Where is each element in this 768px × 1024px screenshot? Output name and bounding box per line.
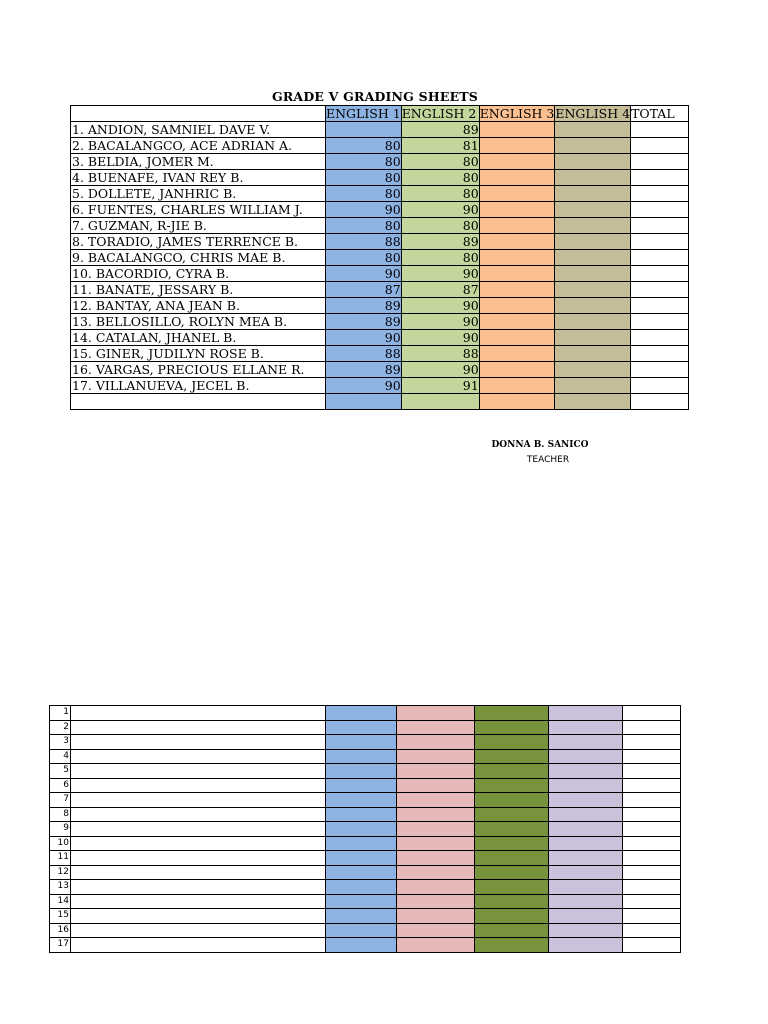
row-number-cell: 4 <box>50 749 71 764</box>
english-4-cell[interactable] <box>555 234 631 250</box>
blank-cell[interactable] <box>326 836 397 851</box>
blank-cell[interactable] <box>475 807 549 822</box>
empty-cell[interactable] <box>555 394 631 410</box>
english-3-cell[interactable] <box>479 378 555 394</box>
table-row <box>71 122 689 138</box>
english-4-cell[interactable] <box>555 330 631 346</box>
english-4-cell[interactable] <box>555 138 631 154</box>
student-name-cell[interactable]: 7. GUZMAN, R-JIE B. <box>71 218 326 234</box>
blank-cell[interactable] <box>397 909 475 924</box>
table-row <box>71 298 689 314</box>
english-4-cell[interactable] <box>555 314 631 330</box>
blank-cell[interactable] <box>623 778 681 793</box>
english-4-cell[interactable] <box>555 298 631 314</box>
table-row <box>71 330 689 346</box>
row-number-cell: 10 <box>50 836 71 851</box>
row-number-cell: 3 <box>50 735 71 750</box>
row-number-cell: 15 <box>50 909 71 924</box>
blank-cell[interactable] <box>71 880 326 895</box>
blank-cell[interactable] <box>623 851 681 866</box>
blank-cell[interactable] <box>475 822 549 837</box>
english-4-cell[interactable] <box>555 346 631 362</box>
blank-row <box>50 793 681 808</box>
blank-row <box>50 880 681 895</box>
total-cell[interactable] <box>631 170 689 186</box>
table-row <box>71 218 689 234</box>
english-2-cell[interactable]: 87 <box>401 282 479 298</box>
blank-cell[interactable] <box>623 706 681 721</box>
english-1-cell[interactable]: 90 <box>326 330 402 346</box>
student-name-cell[interactable]: 4. BUENAFE, IVAN REY B. <box>71 170 326 186</box>
table-row <box>71 314 689 330</box>
total-cell[interactable] <box>631 298 689 314</box>
english-2-cell[interactable]: 81 <box>401 138 479 154</box>
blank-row <box>50 764 681 779</box>
english-1-cell[interactable]: 80 <box>326 170 402 186</box>
blank-cell[interactable] <box>397 894 475 909</box>
blank-cell[interactable] <box>549 735 623 750</box>
blank-cell[interactable] <box>71 793 326 808</box>
total-cell[interactable] <box>631 378 689 394</box>
blank-cell[interactable] <box>475 865 549 880</box>
table-row <box>71 362 689 378</box>
blank-cell[interactable] <box>397 793 475 808</box>
blank-cell[interactable] <box>326 735 397 750</box>
blank-cell[interactable] <box>549 764 623 779</box>
english-2-cell[interactable]: 90 <box>401 362 479 378</box>
total-cell[interactable] <box>631 154 689 170</box>
blank-cell[interactable] <box>326 793 397 808</box>
blank-row <box>50 778 681 793</box>
empty-row <box>71 394 689 410</box>
blank-cell[interactable] <box>71 749 326 764</box>
blank-cell[interactable] <box>475 764 549 779</box>
blank-cell[interactable] <box>475 706 549 721</box>
blank-cell[interactable] <box>475 749 549 764</box>
english-3-cell[interactable] <box>479 122 555 138</box>
blank-cell[interactable] <box>326 807 397 822</box>
english-1-cell[interactable]: 80 <box>326 218 402 234</box>
table-row <box>71 346 689 362</box>
english-3-cell[interactable] <box>479 250 555 266</box>
english-4-cell[interactable] <box>555 250 631 266</box>
student-name-cell[interactable]: 14. CATALAN, JHANEL B. <box>71 330 326 346</box>
blank-row <box>50 807 681 822</box>
english-4-cell[interactable] <box>555 122 631 138</box>
student-name-cell[interactable]: 12. BANTAY, ANA JEAN B. <box>71 298 326 314</box>
total-cell[interactable] <box>631 362 689 378</box>
sheet-title: GRADE V GRADING SHEETS <box>271 89 479 104</box>
english-1-cell[interactable]: 90 <box>326 266 402 282</box>
english-2-cell[interactable]: 90 <box>401 266 479 282</box>
header-english-3[interactable]: ENGLISH 3 <box>479 106 555 121</box>
english-2-cell[interactable]: 80 <box>401 170 479 186</box>
blank-cell[interactable] <box>475 923 549 938</box>
blank-cell[interactable] <box>623 807 681 822</box>
english-1-cell[interactable]: 80 <box>326 138 402 154</box>
english-1-cell[interactable]: 87 <box>326 282 402 298</box>
table-row <box>71 202 689 218</box>
blank-cell[interactable] <box>326 778 397 793</box>
total-cell[interactable] <box>631 282 689 298</box>
english-1-cell[interactable]: 80 <box>326 186 402 202</box>
english-3-cell[interactable] <box>479 298 555 314</box>
blank-cell[interactable] <box>623 880 681 895</box>
blank-cell[interactable] <box>71 909 326 924</box>
english-2-cell[interactable]: 89 <box>401 234 479 250</box>
english-3-cell[interactable] <box>479 362 555 378</box>
english-3-cell[interactable] <box>479 234 555 250</box>
blank-cell[interactable] <box>475 938 549 953</box>
english-3-cell[interactable] <box>479 314 555 330</box>
table-row <box>71 154 689 170</box>
blank-cell[interactable] <box>71 778 326 793</box>
english-4-cell[interactable] <box>555 218 631 234</box>
blank-row <box>50 865 681 880</box>
blank-cell[interactable] <box>623 793 681 808</box>
english-1-cell[interactable]: 89 <box>326 314 402 330</box>
blank-cell[interactable] <box>326 764 397 779</box>
blank-cell[interactable] <box>71 735 326 750</box>
blank-cell[interactable] <box>549 793 623 808</box>
table-row <box>71 186 689 202</box>
student-name-cell[interactable]: 5. DOLLETE, JANHRIC B. <box>71 186 326 202</box>
blank-cell[interactable] <box>397 764 475 779</box>
blank-cell[interactable] <box>326 822 397 837</box>
english-4-cell[interactable] <box>555 282 631 298</box>
english-4-cell[interactable] <box>555 266 631 282</box>
total-cell[interactable] <box>631 250 689 266</box>
blank-cell[interactable] <box>623 822 681 837</box>
blank-cell[interactable] <box>475 793 549 808</box>
blank-cell[interactable] <box>71 807 326 822</box>
english-1-cell[interactable]: 90 <box>326 202 402 218</box>
header-row <box>71 106 689 122</box>
blank-row <box>50 749 681 764</box>
blank-row <box>50 923 681 938</box>
blank-cell[interactable] <box>623 764 681 779</box>
total-cell[interactable] <box>631 346 689 362</box>
blank-cell[interactable] <box>549 894 623 909</box>
english-2-cell[interactable]: 90 <box>401 202 479 218</box>
blank-cell[interactable] <box>475 778 549 793</box>
row-number-cell: 8 <box>50 807 71 822</box>
blank-cell[interactable] <box>549 807 623 822</box>
table-row <box>71 138 689 154</box>
row-number-cell: 12 <box>50 865 71 880</box>
blank-cell[interactable] <box>549 836 623 851</box>
blank-cell[interactable] <box>71 764 326 779</box>
english-3-cell[interactable] <box>479 186 555 202</box>
row-number-cell: 7 <box>50 793 71 808</box>
student-name-cell[interactable]: 3. BELDIA, JOMER M. <box>71 154 326 170</box>
student-name-cell[interactable]: 17. VILLANUEVA, JECEL B. <box>71 378 326 394</box>
english-3-cell[interactable] <box>479 266 555 282</box>
blank-cell[interactable] <box>326 938 397 953</box>
blank-cell[interactable] <box>326 706 397 721</box>
blank-cell[interactable] <box>475 851 549 866</box>
blank-cell[interactable] <box>326 880 397 895</box>
blank-cell[interactable] <box>623 735 681 750</box>
teacher-role: TEACHER <box>526 455 570 465</box>
blank-row <box>50 938 681 953</box>
english-3-cell[interactable] <box>479 330 555 346</box>
blank-cell[interactable] <box>397 865 475 880</box>
blank-grading-table <box>49 705 681 953</box>
row-number-cell: 6 <box>50 778 71 793</box>
student-name-cell[interactable]: 15. GINER, JUDILYN ROSE B. <box>71 346 326 362</box>
english-4-cell[interactable] <box>555 154 631 170</box>
blank-cell[interactable] <box>549 778 623 793</box>
empty-cell[interactable] <box>71 394 326 410</box>
english-2-cell[interactable]: 80 <box>401 250 479 266</box>
blank-cell[interactable] <box>71 706 326 721</box>
header-english-1[interactable]: ENGLISH 1 <box>326 106 401 121</box>
total-cell[interactable] <box>631 314 689 330</box>
blank-cell[interactable] <box>549 938 623 953</box>
table-row <box>71 282 689 298</box>
blank-cell[interactable] <box>326 923 397 938</box>
blank-cell[interactable] <box>326 894 397 909</box>
total-cell[interactable] <box>631 186 689 202</box>
english-2-cell[interactable]: 80 <box>401 154 479 170</box>
blank-row <box>50 851 681 866</box>
student-name-cell[interactable]: 10. BACORDIO, CYRA B. <box>71 266 326 282</box>
grading-table <box>70 105 689 410</box>
blank-cell[interactable] <box>623 938 681 953</box>
teacher-name: DONNA B. SANICO <box>491 440 589 450</box>
english-3-cell[interactable] <box>479 346 555 362</box>
english-1-cell[interactable]: 89 <box>326 298 402 314</box>
blank-cell[interactable] <box>475 909 549 924</box>
blank-cell[interactable] <box>549 720 623 735</box>
blank-cell[interactable] <box>71 836 326 851</box>
blank-cell[interactable] <box>549 749 623 764</box>
english-4-cell[interactable] <box>555 378 631 394</box>
total-cell[interactable] <box>631 122 689 138</box>
total-cell[interactable] <box>631 202 689 218</box>
blank-cell[interactable] <box>71 720 326 735</box>
student-name-cell[interactable]: 11. BANATE, JESSARY B. <box>71 282 326 298</box>
student-name-cell[interactable]: 13. BELLOSILLO, ROLYN MEA B. <box>71 314 326 330</box>
empty-cell[interactable] <box>631 394 689 410</box>
header-name-cell[interactable] <box>71 106 326 122</box>
english-1-cell[interactable]: 80 <box>326 154 402 170</box>
student-name-cell[interactable]: 2. BACALANGCO, ACE ADRIAN A. <box>71 138 326 154</box>
english-2-cell[interactable]: 89 <box>401 122 479 138</box>
student-name-cell[interactable]: 8. TORADIO, JAMES TERRENCE B. <box>71 234 326 250</box>
blank-row <box>50 822 681 837</box>
total-cell[interactable] <box>631 138 689 154</box>
blank-row <box>50 720 681 735</box>
blank-cell[interactable] <box>549 706 623 721</box>
blank-cell[interactable] <box>475 720 549 735</box>
row-number-cell: 1 <box>50 706 71 721</box>
blank-row <box>50 706 681 721</box>
header-english-4[interactable]: ENGLISH 4 <box>555 106 631 121</box>
blank-cell[interactable] <box>475 735 549 750</box>
row-number-cell: 2 <box>50 720 71 735</box>
row-number-cell: 14 <box>50 894 71 909</box>
blank-cell[interactable] <box>397 735 475 750</box>
blank-cell[interactable] <box>397 749 475 764</box>
empty-cell[interactable] <box>401 394 479 410</box>
student-name-cell[interactable]: 1. ANDION, SAMNIEL DAVE V. <box>71 122 326 138</box>
blank-cell[interactable] <box>623 909 681 924</box>
blank-row <box>50 735 681 750</box>
english-4-cell[interactable] <box>555 202 631 218</box>
english-3-cell[interactable] <box>479 218 555 234</box>
row-number-cell: 11 <box>50 851 71 866</box>
english-1-cell[interactable]: 90 <box>326 378 402 394</box>
blank-cell[interactable] <box>623 749 681 764</box>
blank-cell[interactable] <box>475 894 549 909</box>
empty-cell[interactable] <box>326 394 402 410</box>
english-1-cell[interactable]: 89 <box>326 362 402 378</box>
table-row <box>71 266 689 282</box>
blank-cell[interactable] <box>397 778 475 793</box>
blank-cell[interactable] <box>71 938 326 953</box>
english-1-cell[interactable]: 88 <box>326 346 402 362</box>
blank-cell[interactable] <box>623 923 681 938</box>
table-row <box>71 250 689 266</box>
blank-cell[interactable] <box>549 923 623 938</box>
english-3-cell[interactable] <box>479 202 555 218</box>
row-number-cell: 13 <box>50 880 71 895</box>
table-row <box>71 378 689 394</box>
blank-cell[interactable] <box>71 865 326 880</box>
empty-cell[interactable] <box>479 394 555 410</box>
blank-cell[interactable] <box>397 822 475 837</box>
blank-cell[interactable] <box>397 923 475 938</box>
header-english-2[interactable]: ENGLISH 2 <box>401 106 479 122</box>
blank-cell[interactable] <box>475 836 549 851</box>
blank-cell[interactable] <box>623 865 681 880</box>
student-name-cell[interactable]: 16. VARGAS, PRECIOUS ELLANE R. <box>71 362 326 378</box>
blank-cell[interactable] <box>326 909 397 924</box>
english-3-cell[interactable] <box>479 154 555 170</box>
blank-cell[interactable] <box>549 880 623 895</box>
blank-row <box>50 836 681 851</box>
student-name-cell[interactable]: 6. FUENTES, CHARLES WILLIAM J. <box>71 202 326 218</box>
blank-cell[interactable] <box>397 706 475 721</box>
blank-cell[interactable] <box>397 807 475 822</box>
header-total[interactable]: TOTAL <box>631 106 689 122</box>
blank-cell[interactable] <box>397 720 475 735</box>
total-cell[interactable] <box>631 266 689 282</box>
blank-cell[interactable] <box>475 880 549 895</box>
student-name-cell[interactable]: 9. BACALANGCO, CHRIS MAE B. <box>71 250 326 266</box>
blank-cell[interactable] <box>71 822 326 837</box>
english-2-cell[interactable]: 91 <box>401 378 479 394</box>
row-number-cell: 16 <box>50 923 71 938</box>
blank-cell[interactable] <box>549 851 623 866</box>
english-1-cell[interactable] <box>326 122 402 138</box>
blank-cell[interactable] <box>623 836 681 851</box>
blank-cell[interactable] <box>623 720 681 735</box>
total-cell[interactable] <box>631 218 689 234</box>
table-row <box>71 170 689 186</box>
english-4-cell[interactable] <box>555 170 631 186</box>
blank-cell[interactable] <box>71 851 326 866</box>
blank-cell[interactable] <box>326 749 397 764</box>
table-row <box>71 234 689 250</box>
english-2-cell[interactable]: 90 <box>401 330 479 346</box>
english-2-cell[interactable]: 90 <box>401 314 479 330</box>
english-2-cell[interactable]: 80 <box>401 186 479 202</box>
blank-cell[interactable] <box>549 909 623 924</box>
english-4-cell[interactable] <box>555 186 631 202</box>
blank-row <box>50 894 681 909</box>
english-2-cell[interactable]: 90 <box>401 298 479 314</box>
blank-cell[interactable] <box>623 894 681 909</box>
english-4-cell[interactable] <box>555 362 631 378</box>
total-cell[interactable] <box>631 234 689 250</box>
blank-cell[interactable] <box>397 938 475 953</box>
blank-cell[interactable] <box>326 720 397 735</box>
english-3-cell[interactable] <box>479 170 555 186</box>
total-cell[interactable] <box>631 330 689 346</box>
row-number-cell: 17 <box>50 938 71 953</box>
blank-cell[interactable] <box>549 822 623 837</box>
english-2-cell[interactable]: 88 <box>401 346 479 362</box>
blank-cell[interactable] <box>326 865 397 880</box>
blank-cell[interactable] <box>397 851 475 866</box>
blank-cell[interactable] <box>397 880 475 895</box>
blank-cell[interactable] <box>71 894 326 909</box>
blank-cell[interactable] <box>71 923 326 938</box>
blank-cell[interactable] <box>397 836 475 851</box>
english-1-cell[interactable]: 88 <box>326 234 402 250</box>
blank-cell[interactable] <box>326 851 397 866</box>
row-number-cell: 5 <box>50 764 71 779</box>
english-3-cell[interactable] <box>479 282 555 298</box>
english-2-cell[interactable]: 80 <box>401 218 479 234</box>
english-3-cell[interactable] <box>479 138 555 154</box>
blank-row <box>50 909 681 924</box>
row-number-cell: 9 <box>50 822 71 837</box>
blank-cell[interactable] <box>549 865 623 880</box>
english-1-cell[interactable]: 80 <box>326 250 402 266</box>
